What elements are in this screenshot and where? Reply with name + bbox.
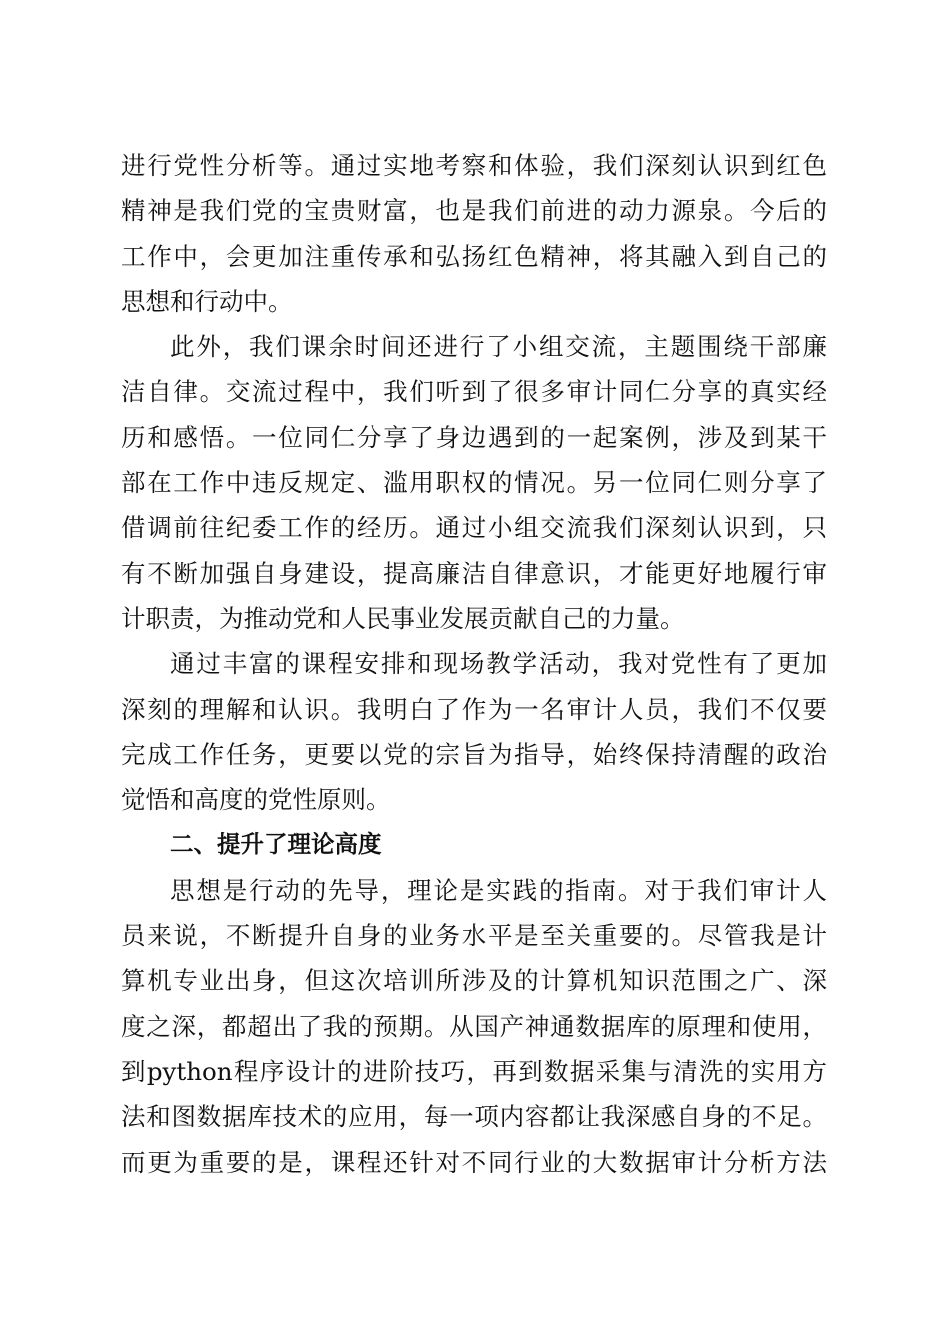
paragraph-line: 思想和行动中。 [121, 286, 293, 316]
paragraph-line: 历和感悟。一位同仁分享了身边遇到的一起案例，涉及到某干 [121, 422, 827, 452]
paragraph-line: 有不断加强自身建设，提高廉洁自律意识，才能更好地履行审 [121, 558, 827, 588]
paragraph-line: 洁自律。交流过程中，我们听到了很多审计同仁分享的真实经 [121, 377, 827, 407]
section-heading: 二、提升了理论高度 [170, 830, 382, 859]
paragraph-line: 完成工作任务，更要以党的宗旨为指导，始终保持清醒的政治 [121, 739, 827, 769]
paragraph-line: 法和图数据库技术的应用，每一项内容都让我深感自身的不足。 [121, 1102, 827, 1132]
paragraph-line: 度之深，都超出了我的预期。从国产神通数据库的原理和使用， [121, 1011, 827, 1041]
paragraph-line: 此外，我们课余时间还进行了小组交流，主题围绕干部廉 [170, 332, 827, 362]
paragraph-line: 精神是我们党的宝贵财富，也是我们前进的动力源泉。今后的 [121, 196, 827, 226]
paragraph-line: 工作中，会更加注重传承和弘扬红色精神，将其融入到自己的 [121, 241, 827, 271]
document-body [121, 143, 827, 1185]
paragraph-line: 借调前往纪委工作的经历。通过小组交流我们深刻认识到，只 [121, 513, 827, 543]
paragraph-line: 而更为重要的是，课程还针对不同行业的大数据审计分析方法 [121, 1147, 827, 1177]
paragraph-line: 到python程序设计的进阶技巧，再到数据采集与清洗的实用方 [121, 1056, 827, 1086]
paragraph-line: 思想是行动的先导，理论是实践的指南。对于我们审计人 [170, 875, 827, 905]
paragraph-line: 员来说，不断提升自身的业务水平是至关重要的。尽管我是计 [121, 921, 827, 951]
paragraph-line: 部在工作中违反规定、滥用职权的情况。另一位同仁则分享了 [121, 468, 827, 498]
paragraph-line: 算机专业出身，但这次培训所涉及的计算机知识范围之广、深 [121, 966, 827, 996]
paragraph-line: 进行党性分析等。通过实地考察和体验，我们深刻认识到红色 [121, 151, 827, 180]
paragraph-line: 觉悟和高度的党性原则。 [121, 785, 391, 815]
paragraph-line: 计职责，为推动党和人民事业发展贡献自己的力量。 [121, 603, 685, 633]
paragraph-line: 深刻的理解和认识。我明白了作为一名审计人员，我们不仅要 [121, 694, 827, 724]
paragraph-line: 通过丰富的课程安排和现场教学活动，我对党性有了更加 [170, 649, 827, 679]
